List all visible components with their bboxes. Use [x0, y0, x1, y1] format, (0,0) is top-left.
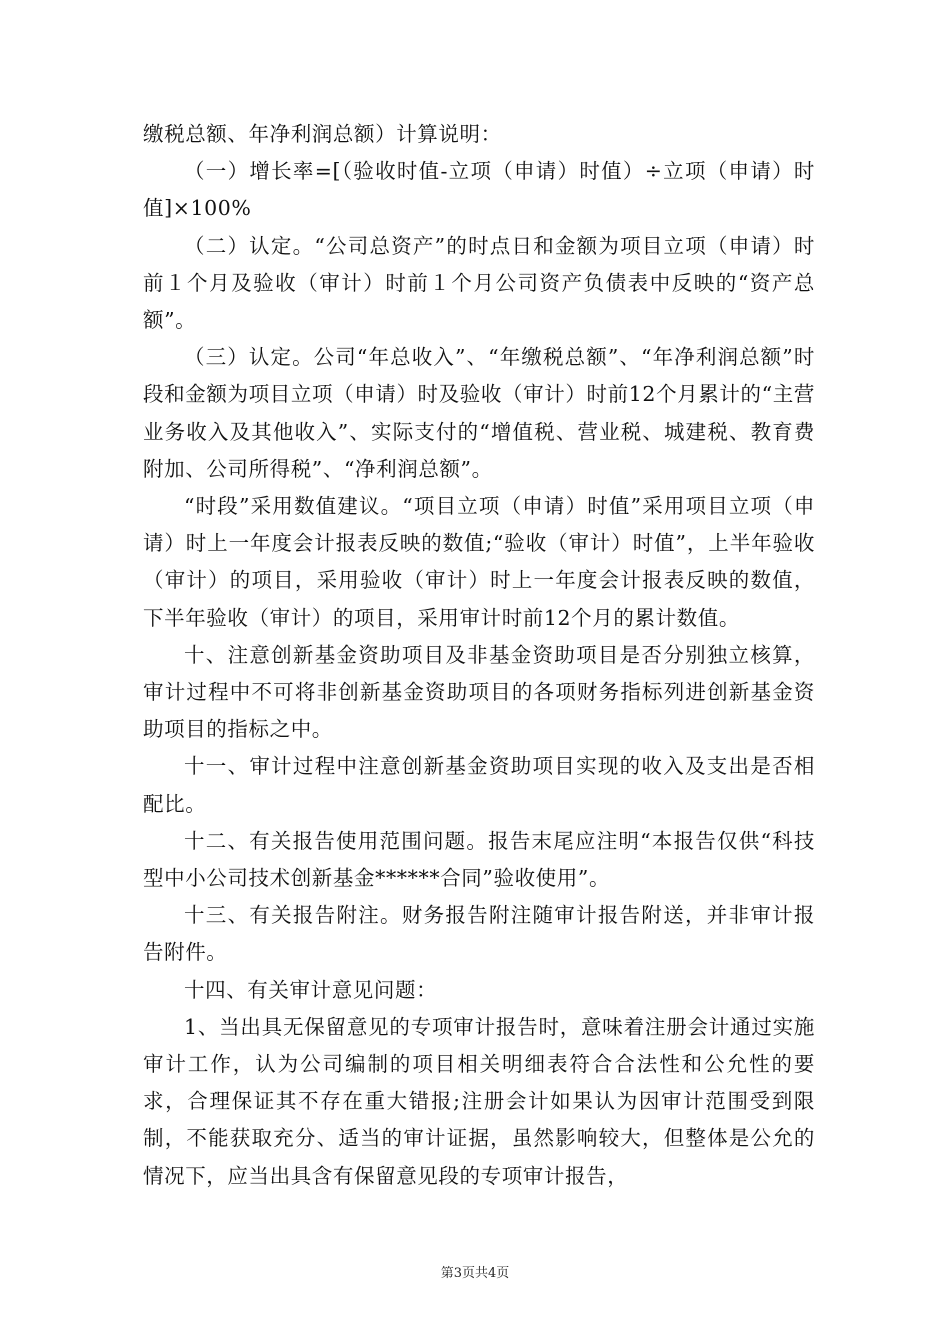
document-body — [143, 116, 815, 1195]
body-paragraph: “时段”采用数值建议。“项目立项（申请）时值”采用项目立项（申请）时上一年度会计报表反映的数值;“验收（审计）时值”，上半年验收（审计）的项目，采用验收（审计）时上一年度会计报表反映的数值，下半年验收（审计）的项目，采用审计时前12个月的累计数值。 — [143, 494, 815, 630]
body-paragraph: 十、注意创新基金资助项目及非基金资助项目是否分别独立核算，审计过程中不可将非创新基金资助项目的各项财务指标列进创新基金资助项目的指标之中。 — [143, 642, 815, 742]
body-paragraph: 十四、有关审计意见问题： — [184, 977, 438, 1002]
page-number-footer: 第3页共4页 — [440, 1266, 510, 1281]
body-paragraph: （一）增长率=[（验收时值-立项（申请）时值）÷立项（申请）时值]×100% — [143, 159, 815, 221]
body-paragraph: （二）认定。“公司总资产”的时点日和金额为项目立项（申请）时前１个月及验收（审计）时前１个月公司资产负债表中反映的“资产总额”。 — [143, 233, 815, 333]
body-paragraph: 1、当出具无保留意见的专项审计报告时，意味着注册会计通过实施审计工作，认为公司编制的项目相关明细表符合合法性和公允性的要求，合理保证其不存在重大错报;注册会计如果认为因审计范围受到限制，不能获取充分、适当的审计证据，虽然影响较大，但整体是公允的情况下，应当出具含有保留意见段的专项审计报告， — [143, 1014, 815, 1188]
body-paragraph: 缴税总额、年净利润总额）计算说明： — [143, 122, 502, 146]
body-paragraph: 十二、有关报告使用范围问题。报告末尾应注明“本报告仅供“科技型中小公司技术创新基金******合同”验收使用”。 — [143, 828, 815, 891]
body-paragraph: （三）认定。公司“年总收入”、“年缴税总额”、“年净利润总额”时段和金额为项目立项（申请）时及验收（审计）时前12个月累计的“主营业务收入及其他收入”、实际支付的“增值税、营业税、城建税、教育费附加、公司所得税”、“净利润总额”。 — [143, 345, 815, 481]
body-paragraph: 十一、审计过程中注意创新基金资助项目实现的收入及支出是否相配比。 — [143, 754, 815, 816]
body-paragraph: 十三、有关报告附注。财务报告附注随审计报告附送，并非审计报告附件。 — [143, 903, 815, 965]
